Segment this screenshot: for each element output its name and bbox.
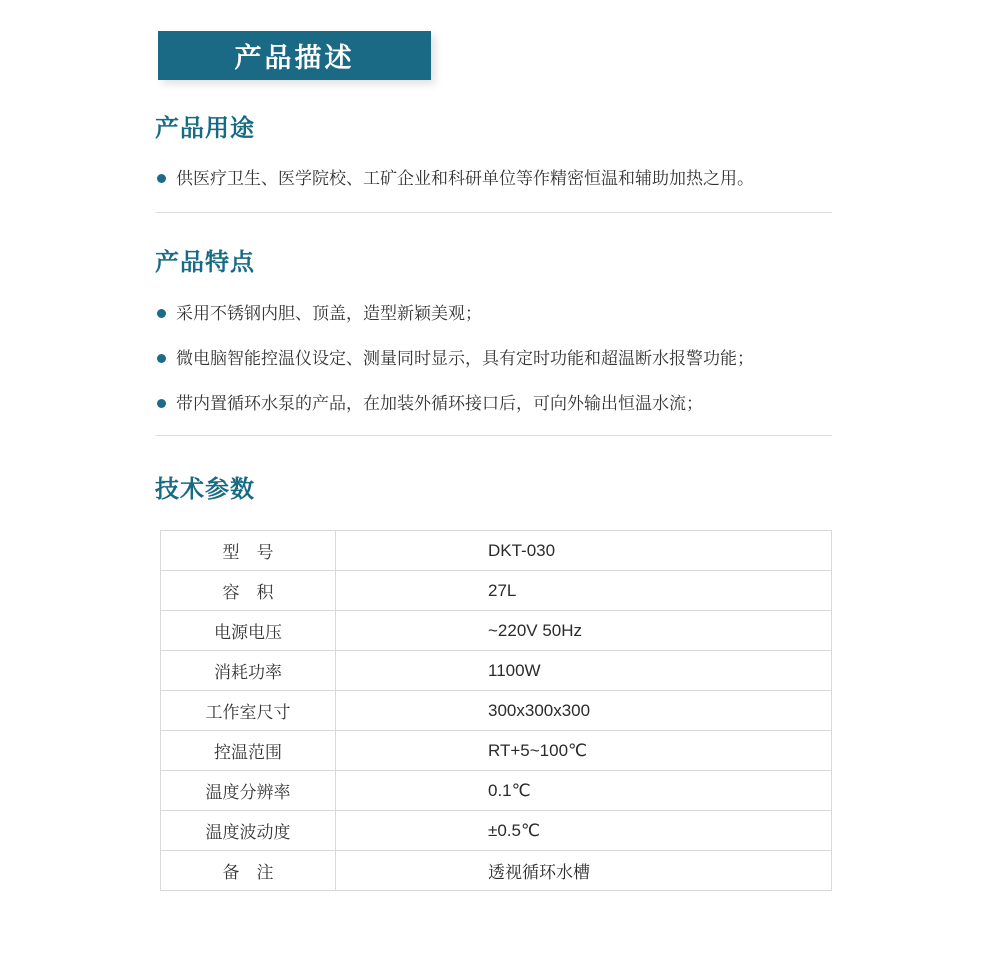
feature-bullet — [157, 347, 833, 370]
feature-bullet-text: 采用不锈钢内胆、顶盖，造型新颖美观； — [176, 304, 482, 323]
feature-bullet — [157, 392, 833, 415]
specs-heading: 技术参数 — [155, 476, 255, 503]
bullet-icon — [157, 354, 166, 363]
spec-row — [161, 571, 832, 611]
section-divider — [155, 435, 832, 436]
spec-value: DKT-030 — [336, 531, 832, 571]
spec-value: 0.1℃ — [336, 771, 832, 811]
spec-label: 备 注 — [161, 851, 336, 891]
spec-row — [161, 651, 832, 691]
spec-value: 300x300x300 — [336, 691, 832, 731]
spec-label: 容 积 — [161, 571, 336, 611]
banner-title: 产品描述 — [234, 43, 355, 73]
bullet-icon — [157, 174, 166, 183]
usage-bullet-text: 供医疗卫生、医学院校、工矿企业和科研单位等作精密恒温和辅助加热之用。 — [176, 169, 754, 188]
section-divider — [155, 212, 832, 213]
spec-label: 消耗功率 — [161, 651, 336, 691]
spec-value: ±0.5℃ — [336, 811, 832, 851]
spec-row — [161, 851, 832, 891]
section-banner — [158, 31, 431, 80]
spec-row — [161, 771, 832, 811]
features-heading: 产品特点 — [155, 249, 255, 276]
feature-bullet-text: 微电脑智能控温仪设定、测量同时显示，具有定时功能和超温断水报警功能； — [176, 349, 754, 368]
spec-row — [161, 691, 832, 731]
spec-label: 控温范围 — [161, 731, 336, 771]
spec-row — [161, 531, 832, 571]
bullet-icon — [157, 399, 166, 408]
specs-table-body — [161, 531, 832, 891]
spec-value: 透视循环水槽 — [336, 851, 832, 891]
spec-row — [161, 731, 832, 771]
spec-value: RT+5~100℃ — [336, 731, 832, 771]
spec-value: 27L — [336, 571, 832, 611]
spec-label: 型 号 — [161, 531, 336, 571]
spec-row — [161, 811, 832, 851]
spec-label: 电源电压 — [161, 611, 336, 651]
usage-bullet — [157, 167, 833, 190]
feature-bullet — [157, 302, 833, 325]
spec-row — [161, 611, 832, 651]
specs-table — [160, 530, 832, 891]
spec-label: 工作室尺寸 — [161, 691, 336, 731]
spec-label: 温度波动度 — [161, 811, 336, 851]
spec-value: 1100W — [336, 651, 832, 691]
spec-label: 温度分辨率 — [161, 771, 336, 811]
usage-heading: 产品用途 — [155, 115, 255, 142]
bullet-icon — [157, 309, 166, 318]
spec-value: ~220V 50Hz — [336, 611, 832, 651]
feature-bullet-text: 带内置循环水泵的产品，在加装外循环接口后，可向外输出恒温水流； — [176, 394, 703, 413]
